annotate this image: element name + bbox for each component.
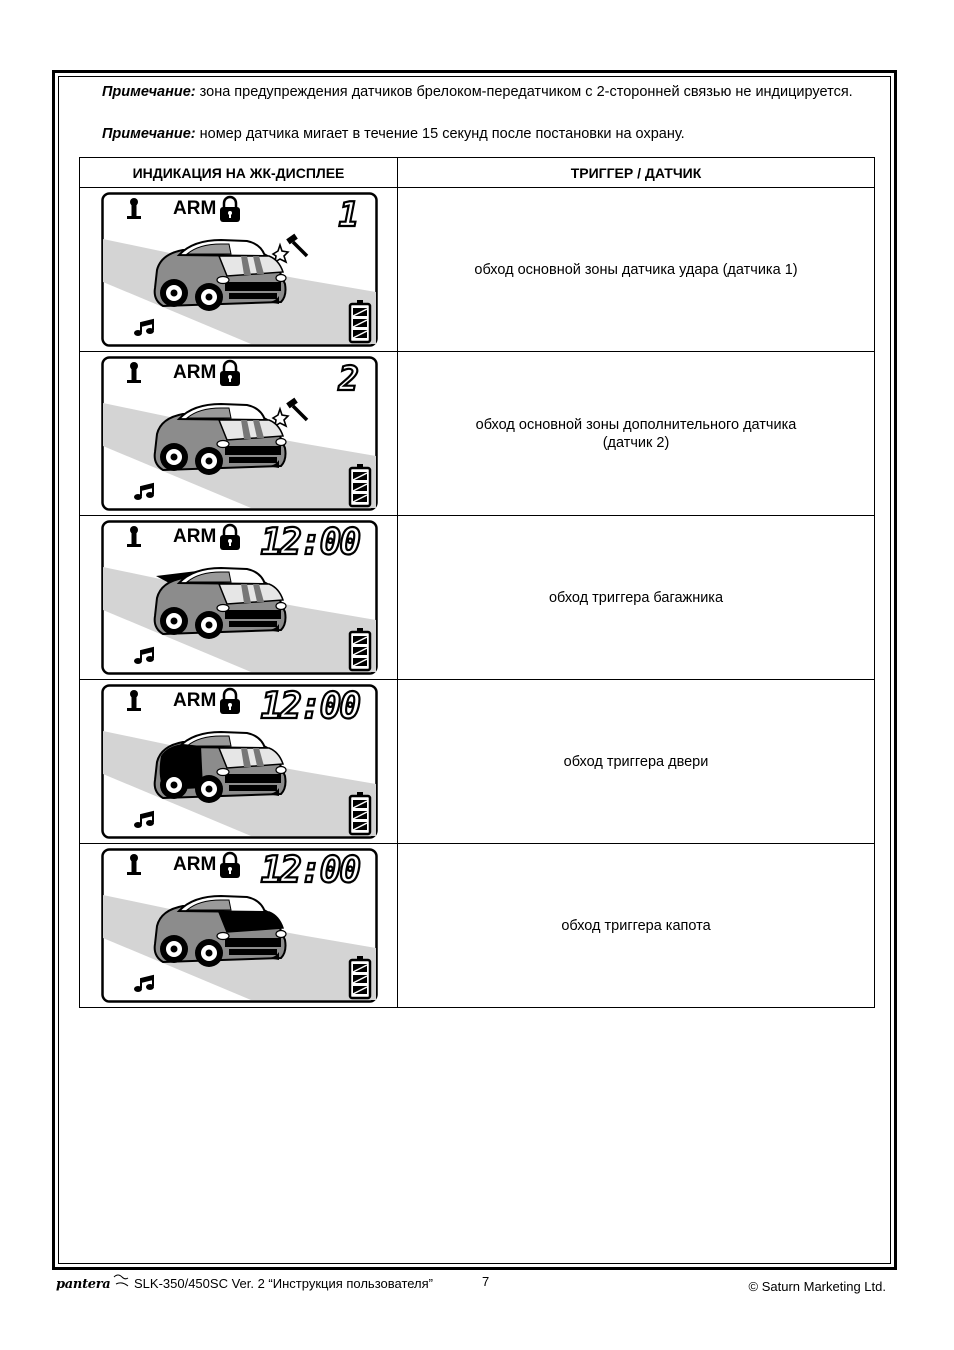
description-line: обход основной зоны датчика удара (датчика 1) xyxy=(474,261,798,278)
lcd-digits: 12:00 xyxy=(260,686,359,727)
header-lcd: ИНДИКАЦИЯ НА ЖК-ДИСПЛЕЕ xyxy=(80,158,398,188)
note-2 xyxy=(70,124,885,144)
lcd-display xyxy=(101,356,378,511)
battery-icon xyxy=(350,628,370,670)
trigger-description xyxy=(398,680,875,844)
trigger-description xyxy=(398,188,875,352)
lcd-digits: 1 xyxy=(338,195,359,235)
indication-table xyxy=(79,157,875,1008)
arm-label: ARM xyxy=(173,526,217,547)
table-row xyxy=(80,844,875,1008)
arm-label: ARM xyxy=(173,198,217,219)
table-row xyxy=(80,188,875,352)
lcd-display xyxy=(101,192,378,347)
battery-icon xyxy=(350,956,370,998)
table-header-row xyxy=(80,158,875,188)
description-line: (датчик 2) xyxy=(602,434,670,451)
note-2-text: номер датчика мигает в течение 15 секунд после постановки на охрану. xyxy=(195,126,685,142)
note-1-label: Примечание: xyxy=(102,84,196,100)
description-line: обход основной зоны дополнительного датчика xyxy=(475,416,797,433)
battery-icon xyxy=(350,300,370,342)
lcd-digits: 12:00 xyxy=(260,850,359,891)
lcd-cell xyxy=(80,352,398,516)
lcd-digits: 12:00 xyxy=(260,522,359,563)
table-row xyxy=(80,516,875,680)
arm-label: ARM xyxy=(173,854,217,875)
note-1-text: зона предупреждения датчиков брелоком-передатчиком с 2-сторонней связью не индицируется. xyxy=(195,84,853,100)
trigger-description xyxy=(398,844,875,1008)
lcd-display xyxy=(101,684,378,839)
page-number: 7 xyxy=(482,1274,490,1289)
lcd-cell xyxy=(80,516,398,680)
battery-icon xyxy=(350,464,370,506)
trigger-description xyxy=(398,352,875,516)
lcd-cell xyxy=(80,680,398,844)
note-2-label: Примечание: xyxy=(102,126,196,142)
lcd-cell xyxy=(80,188,398,352)
lcd-cell xyxy=(80,844,398,1008)
lcd-display xyxy=(101,520,378,675)
hood-highlight xyxy=(219,912,283,932)
table-row xyxy=(80,680,875,844)
arm-label: ARM xyxy=(173,690,217,711)
description-line: обход триггера капота xyxy=(561,917,711,934)
lcd-display xyxy=(101,848,378,1003)
description-line: обход триггера багажника xyxy=(548,589,724,606)
pantera-logo-text: pantera xyxy=(56,1277,111,1292)
table-row xyxy=(80,352,875,516)
header-trigger: ТРИГГЕР / ДАТЧИК xyxy=(398,158,875,188)
arm-label: ARM xyxy=(173,362,217,383)
lcd-digits: 2 xyxy=(338,359,359,399)
footer-title: SLK-350/450SC Ver. 2 “Инструкция пользователя” xyxy=(134,1276,434,1291)
trigger-description xyxy=(398,516,875,680)
footer-copyright: © Saturn Marketing Ltd. xyxy=(748,1279,886,1294)
description-line: обход триггера двери xyxy=(563,753,709,770)
battery-icon xyxy=(350,792,370,834)
pantera-logo xyxy=(56,1272,132,1297)
note-1 xyxy=(70,82,885,102)
pantera-logo-graphic xyxy=(56,1272,132,1294)
